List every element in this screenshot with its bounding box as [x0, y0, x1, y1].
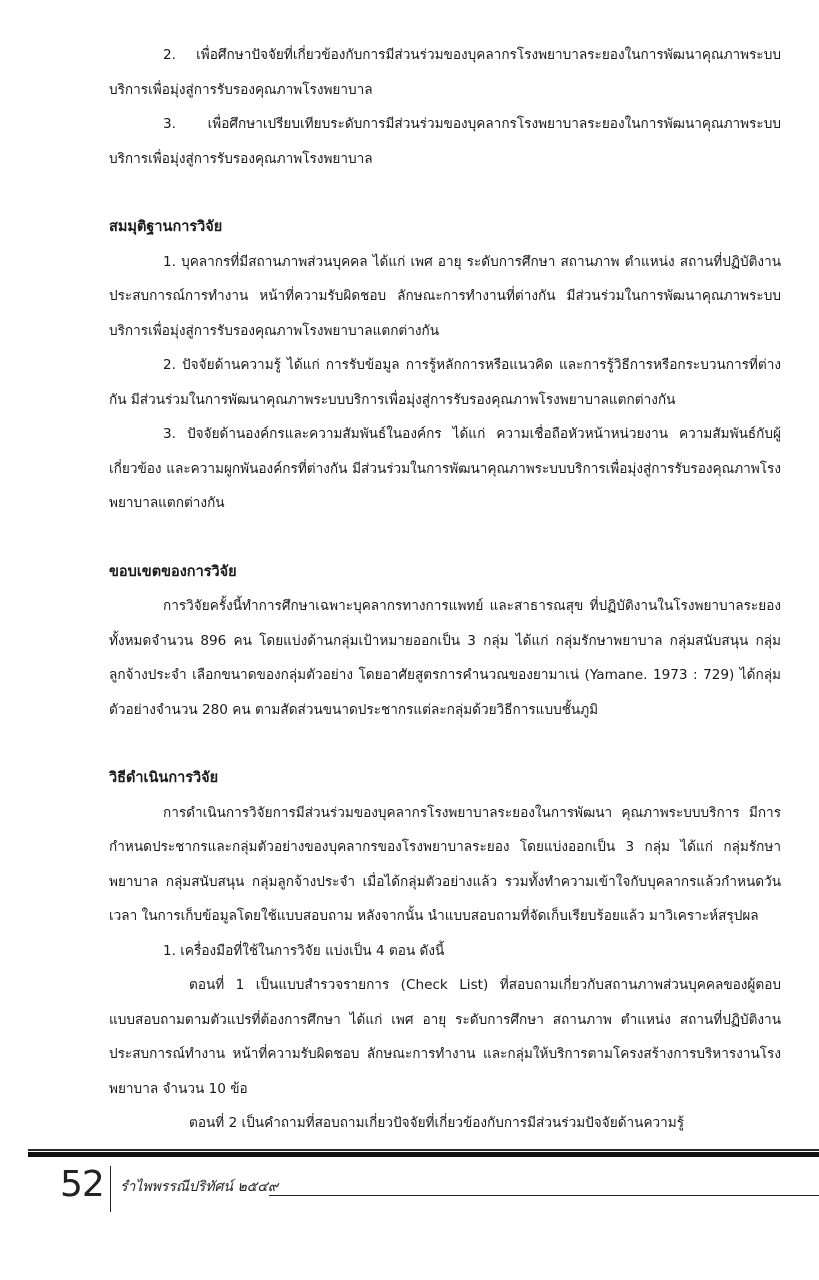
methodology-heading: วิธีดำเนินการวิจัย: [109, 770, 219, 786]
footer-underline: [269, 1195, 819, 1196]
methodology-paragraph: การดำเนินการวิจัยการมีส่วนร่วมของบุคลากรโรงพยาบาลระยองในการพัฒนา คุณภาพระบบบริการ มีการกำหนดประชากรและกลุ่มตัวอย่างของบุคลากรของโรงพยาบาลระยอง โดยแบ่งออกเป็น 3 กลุ่ม ได้แก่ กลุ่มรักษาพยาบาล กลุ่มสนับสนุน กลุ่มลูกจ้างประจำ เมื่อได้กลุ่มตัวอย่างแล้ว รวมทั้งทำความเข้าใจกับบุคลากรแล้วกำหนดวัน เวลา ในการเก็บข้อมูลโดยใช้แบบสอบถาม หลังจากนั้น นำแบบสอบถามที่จัดเก็บเรียบร้อยแล้ว มาวิเคราะห์สรุปผล: [109, 804, 781, 924]
hypothesis-item-3: 3. ปัจจัยด้านองค์กรและความสัมพันธ์ในองค์กร ได้แก่ ความเชื่อถือหัวหน้าหน่วยงาน ความสัมพันธ์กับผู้เกี่ยวข้อง และความผูกพันองค์กรที่ต่างกัน มีส่วนร่วมในการพัฒนาคุณภาพระบบบริการเพื่อมุ่งสู่การรับรองคุณภาพโรงพยาบาลแตกต่างกัน: [109, 426, 781, 511]
methodology-part-1: ตอนที่ 1 เป็นแบบสำรวจรายการ (Check List) ที่สอบถามเกี่ยวกับสถานภาพส่วนบุคคลของผู้ตอบแบบสอบถามตามตัวแปรที่ต้องการศึกษา ได้แก่ เพศ อายุ ระดับการศึกษา สถานภาพ ตำแหน่ง สถานที่ปฏิบัติงาน ประสบการณ์ทำงาน หน้าที่ความรับผิดชอบ ลักษณะการทำงาน และกลุ่มให้บริการตามโครงสร้างการบริหารงานโรงพยาบาล จำนวน 10 ข้อ: [109, 977, 781, 1097]
methodology-part-2: ตอนที่ 2 เป็นคำถามที่สอบถามเกี่ยวปัจจัยที่เกี่ยวข้องกับการมีส่วนร่วมปัจจัยด้านความรู้: [189, 1115, 685, 1131]
page-number: 52: [60, 1164, 104, 1205]
scope-heading: ขอบเขตของการวิจัย: [109, 563, 237, 580]
footer-rule-thin: [28, 1149, 819, 1151]
hypothesis-item-1: 1. บุคลากรที่มีสถานภาพส่วนบุคคล ได้แก่ เพศ อายุ ระดับการศึกษา สถานภาพ ตำแหน่ง สถานที่ปฏิบัติงาน ประสบการณ์การทำงาน หน้าที่ความรับผิดชอบ ลักษณะการทำงานที่ต่างกัน มีส่วนร่วมในการพัฒนาคุณภาพระบบบริการเพื่อมุ่งสู่การรับรองคุณภาพโรงพยาบาลแตกต่างกัน: [109, 253, 781, 339]
objective-item-3: 3. เพื่อศึกษาเปรียบเทียบระดับการมีส่วนร่วมของบุคลากรโรงพยาบาลระยองในการพัฒนาคุณภาพระบบบริการเพื่อมุ่งสู่การรับรองคุณภาพโรงพยาบาล: [109, 116, 781, 167]
hypothesis-heading: สมมุติฐานการวิจัย: [109, 219, 223, 235]
scope-paragraph: การวิจัยครั้งนี้ทำการศึกษาเฉพาะบุคลากรทางการแพทย์ และสาธารณสุข ที่ปฏิบัติงานในโรงพยาบาลระยอง ทั้งหมดจำนวน 896 คน โดยแบ่งด้านกลุ่มเป้าหมายออกเป็น 3 กลุ่ม ได้แก่ กลุ่มรักษาพยาบาล กลุ่มสนับสนุน กลุ่มลูกจ้างประจำ เลือกขนาดของกลุ่มตัวอย่าง โดยอาศัยสูตรการคำนวณของยามาเน่ (Yamane. 1973 : 729) ได้กลุ่มตัวอย่างจำนวน 280 คน ตามสัดส่วนขนาดประชากรแต่ละกลุ่มด้วยวิธีการแบบชั้นภูมิ: [109, 598, 781, 718]
footer-rule-thick: [28, 1152, 819, 1157]
body-text: [109, 38, 781, 1141]
objective-item-2: 2. เพื่อศึกษาปัจจัยที่เกี่ยวข้องกับการมีส่วนร่วมของบุคลากรโรงพยาบาลระยองในการพัฒนาคุณภาพระบบบริการเพื่อมุ่งสู่การรับรองคุณภาพโรงพยาบาล: [109, 47, 781, 98]
footer-divider: [110, 1166, 111, 1212]
hypothesis-item-2: 2. ปัจจัยด้านความรู้ ได้แก่ การรับข้อมูล การรู้หลักการหรือแนวคิด และการรู้วิธีการหรือกระบวนการที่ต่างกัน มีส่วนร่วมในการพัฒนาคุณภาพระบบบริการเพื่อมุ่งสู่การรับรองคุณภาพโรงพยาบาลแตกต่างกัน: [109, 357, 781, 408]
methodology-item-1: 1. เครื่องมือที่ใช้ในการวิจัย แบ่งเป็น 4 ตอน ดังนี้: [163, 942, 445, 959]
journal-title: รำไพพรรณีปริทัศน์ ๒๕๔๙: [120, 1179, 279, 1195]
